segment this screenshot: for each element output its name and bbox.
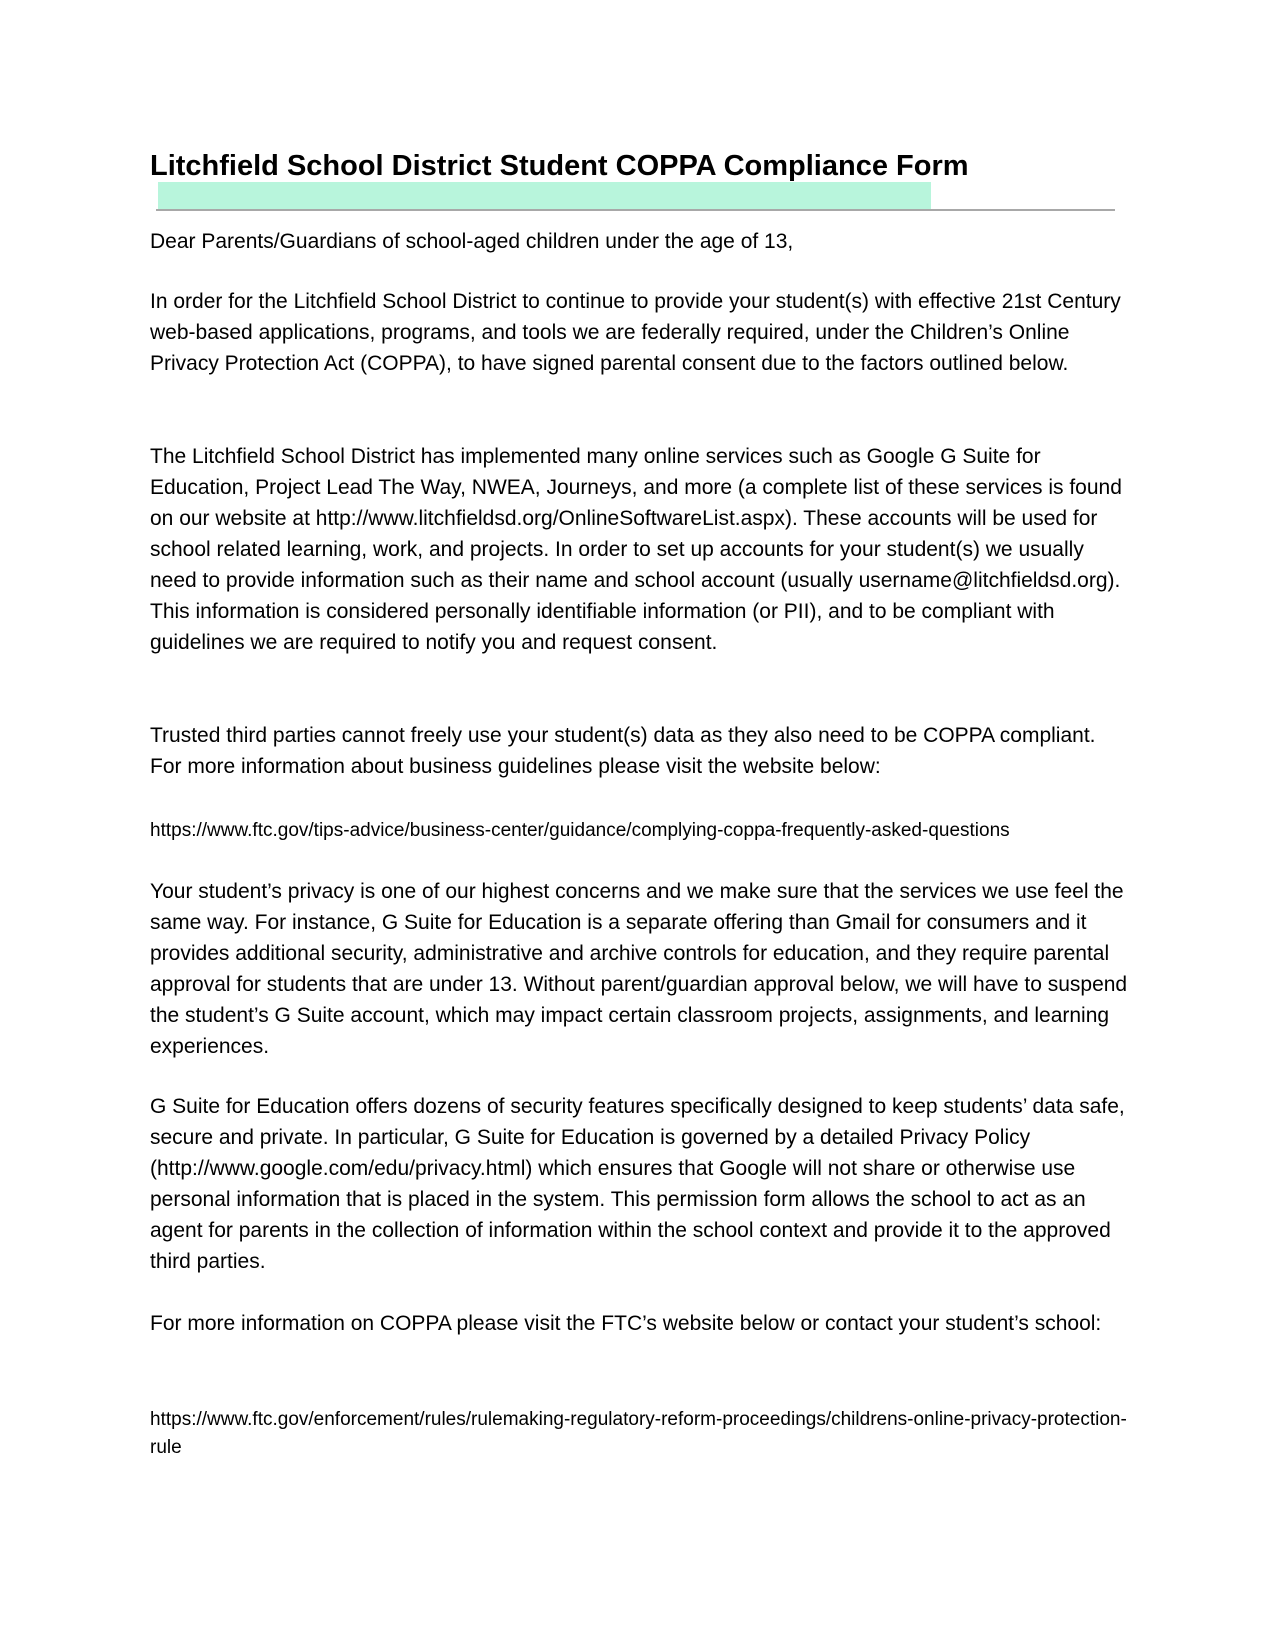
title-highlight bbox=[158, 182, 931, 209]
ftc-coppa-rule-link[interactable]: https://www.ftc.gov/enforcement/rules/rulemaking-regulatory-reform-proceedings/childrens-online-privacy-protection-rule bbox=[150, 1409, 1127, 1458]
document-title: Litchfield School District Student COPPA Compliance Form bbox=[150, 150, 969, 182]
paragraph-online-services: The Litchfield School District has implemented many online services such as Google G Suite for Education, Project Lead The Way, NWEA, Journeys, and more (a complete list of these services is found on our website at http://www.litchfieldsd.org/OnlineSoftwareList.aspx). These accounts will be used for school related learning, work, and projects. In order to set up accounts for your student(s) we usually need to provide information such as their name and school account (usually username@litchfieldsd.org). This information is considered personally identifiable information (or PII), and to be compliant with guidelines we are required to notify you and request consent. bbox=[150, 445, 1122, 654]
paragraph-third-parties: Trusted third parties cannot freely use your student(s) data as they also need to be COPPA compliant. For more information about business guidelines please visit the website below: bbox=[150, 724, 1096, 778]
paragraph-more-information: For more information on COPPA please visit the FTC’s website below or contact your student’s school: bbox=[150, 1312, 1102, 1335]
paragraph-gsuite-security: G Suite for Education offers dozens of security features specifically designed to keep students’ data safe, secure and private. In particular, G Suite for Education is governed by a detailed Privacy Policy (http://www.google.com/edu/privacy.html) which ensures that Google will not share or otherwise use personal information that is placed in the system. This permission form allows the school to act as an agent for parents in the collection of information within the school context and provide it to the approved third parties. bbox=[150, 1095, 1125, 1273]
salutation: Dear Parents/Guardians of school-aged children under the age of 13, bbox=[150, 230, 794, 253]
ftc-business-faq-link[interactable]: https://www.ftc.gov/tips-advice/business-center/guidance/complying-coppa-frequently-asked-questions bbox=[150, 820, 1010, 841]
paragraph-consent-requirement: In order for the Litchfield School District to continue to provide your student(s) with effective 21st Century web-based applications, programs, and tools we are federally required, under the Children’s Online Privacy Protection Act (COPPA), to have signed parental consent due to the factors outlined below. bbox=[150, 290, 1121, 375]
title-divider bbox=[156, 209, 1115, 211]
paragraph-privacy-concerns: Your student’s privacy is one of our highest concerns and we make sure that the services we use feel the same way. For instance, G Suite for Education is a separate offering than Gmail for consumers and it provides additional security, administrative and archive controls for education, and they require parental approval for students that are under 13. Without parent/guardian approval below, we will have to suspend the student’s G Suite account, which may impact certain classroom projects, assignments, and learning experiences. bbox=[150, 880, 1128, 1058]
